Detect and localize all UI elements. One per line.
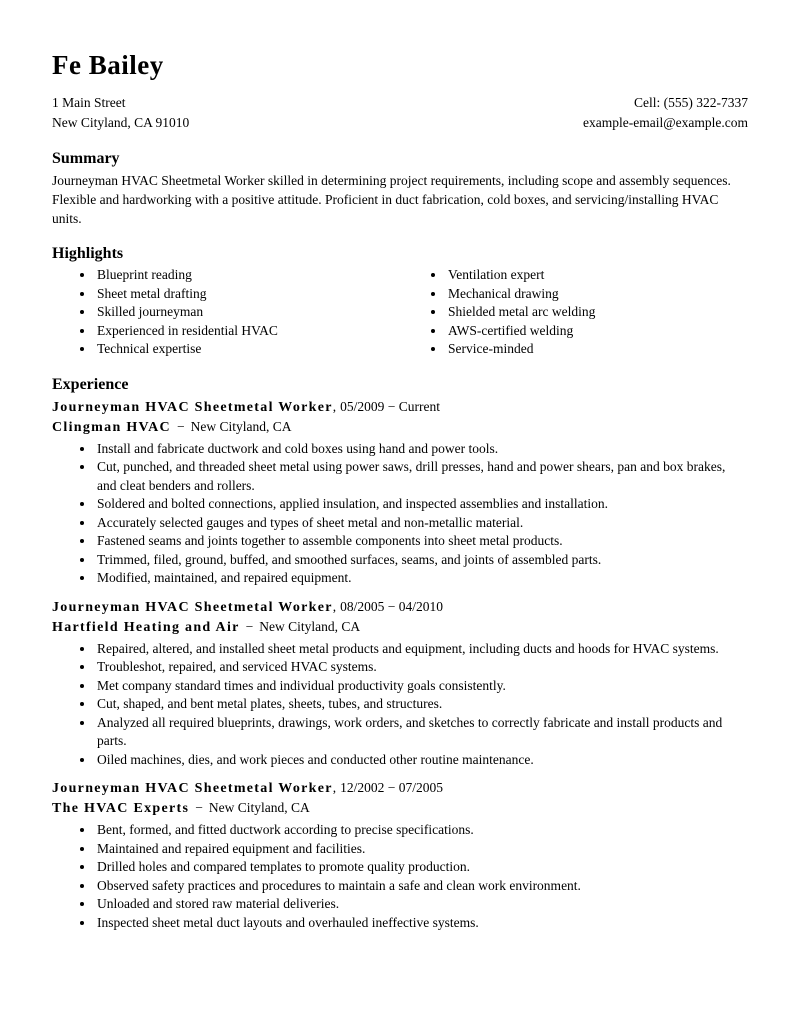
highlight-item: • Mechanical drawing xyxy=(446,285,748,304)
job-bullet-list xyxy=(52,440,748,588)
job-company-line xyxy=(52,417,748,437)
highlights-columns xyxy=(52,266,748,359)
job-bullet: • Analyzed all required blueprints, drawings, work orders, and sketches to correctly fabricate and install products and parts. xyxy=(95,714,748,751)
job-dates: 12/2002 − 07/2005 xyxy=(340,780,444,795)
experience-section xyxy=(52,376,748,933)
dash-separator: − xyxy=(245,618,254,634)
job-title-line xyxy=(52,778,748,798)
job-bullet: • Modified, maintained, and repaired equipment. xyxy=(95,569,748,588)
highlights-section xyxy=(52,245,748,359)
job-bullet: • Repaired, altered, and installed sheet metal products and equipment, including ducts and hoods for HVAC systems. xyxy=(95,640,748,659)
job-bullet: • Fastened seams and joints together to assemble components into sheet metal products. xyxy=(95,532,748,551)
highlights-column-1 xyxy=(52,266,425,359)
highlight-item: • Ventilation expert xyxy=(446,266,748,285)
job-bullet: • Unloaded and stored raw material deliveries. xyxy=(95,895,748,914)
address-line-2: New Cityland, CA 91010 xyxy=(52,115,190,130)
job-entry-2 xyxy=(52,597,748,770)
job-bullet: • Troubleshot, repaired, and serviced HVAC systems. xyxy=(95,658,748,677)
experience-heading: Experience xyxy=(52,375,129,393)
job-location: New Cityland, CA xyxy=(190,418,292,434)
address-line-1: 1 Main Street xyxy=(52,95,126,110)
job-title-line xyxy=(52,597,748,617)
resume-header xyxy=(52,50,748,133)
contact-address xyxy=(52,93,189,133)
highlight-item: • Experienced in residential HVAC xyxy=(95,322,425,341)
comma-separator: , xyxy=(332,398,337,414)
highlight-item: • Blueprint reading xyxy=(95,266,425,285)
highlights-column-2 xyxy=(425,266,748,359)
summary-text: Journeyman HVAC Sheetmetal Worker skilled in determining project requirements, including scope and assembly sequences. Flexible and hardworking with a positive attitude. Proficient in duct fabrication, cold boxes, and servicing/installing HVAC units. xyxy=(52,173,731,226)
job-location: New Cityland, CA xyxy=(259,618,361,634)
contact-block xyxy=(52,93,748,133)
job-company: The HVAC Experts xyxy=(52,801,190,816)
dash-separator: − xyxy=(195,800,203,815)
job-company-line xyxy=(52,798,748,818)
job-bullet: • Cut, shaped, and bent metal plates, sheets, tubes, and structures. xyxy=(95,695,748,714)
comma-separator: , xyxy=(332,780,337,795)
dash-separator: − xyxy=(176,418,185,434)
job-bullet: • Install and fabricate ductwork and cold boxes using hand and power tools. xyxy=(95,440,748,459)
comma-separator: , xyxy=(332,598,337,614)
job-entry-1 xyxy=(52,397,748,588)
job-bullet: • Soldered and bolted connections, applied insulation, and inspected assemblies and installation. xyxy=(95,495,748,514)
job-company: Hartfield Heating and Air xyxy=(52,619,240,635)
job-dates: 08/2005 − 04/2010 xyxy=(340,598,444,614)
email-address: example-email@example.com xyxy=(583,115,748,130)
job-entry-3 xyxy=(52,778,748,932)
job-location: New Cityland, CA xyxy=(208,800,310,815)
candidate-name: Fe Bailey xyxy=(52,50,164,80)
job-company: Clingman HVAC xyxy=(52,419,171,435)
job-bullet: • Bent, formed, and fitted ductwork according to precise specifications. xyxy=(95,821,748,840)
highlight-item: • Service-minded xyxy=(446,340,748,359)
job-bullet: • Observed safety practices and procedures to maintain a safe and clean work environment. xyxy=(95,877,748,896)
highlights-heading: Highlights xyxy=(52,245,124,262)
job-bullet: • Accurately selected gauges and types of sheet metal and non-metallic material. xyxy=(95,514,748,533)
job-title: Journeyman HVAC Sheetmetal Worker xyxy=(52,781,333,796)
job-bullet: • Inspected sheet metal duct layouts and overhauled ineffective systems. xyxy=(95,914,748,933)
contact-details xyxy=(583,93,748,133)
job-bullet: • Met company standard times and individual productivity goals consistently. xyxy=(95,677,748,696)
job-title: Journeyman HVAC Sheetmetal Worker xyxy=(52,399,333,415)
highlight-item: • Shielded metal arc welding xyxy=(446,303,748,322)
summary-section xyxy=(52,150,748,228)
highlight-item: • AWS-certified welding xyxy=(446,322,748,341)
job-bullet: • Maintained and repaired equipment and facilities. xyxy=(95,840,748,859)
job-bullet: • Drilled holes and compared templates to promote quality production. xyxy=(95,858,748,877)
cell-phone: Cell: (555) 322-7337 xyxy=(634,95,748,110)
job-bullet: • Cut, punched, and threaded sheet metal using power saws, drill presses, hand and power shears, pan and box brakes, and cleat benders and rollers. xyxy=(95,458,748,495)
job-title-line xyxy=(52,397,748,417)
highlight-item: • Skilled journeyman xyxy=(95,303,425,322)
job-dates: 05/2009 − Current xyxy=(340,398,440,414)
job-bullet: • Trimmed, filed, ground, buffed, and smoothed surfaces, seams, and joints of assembled parts. xyxy=(95,551,748,570)
job-bullet: • Oiled machines, dies, and work pieces and conducted other routine maintenance. xyxy=(95,751,748,770)
job-bullet-list xyxy=(52,821,748,932)
job-bullet-list xyxy=(52,640,748,770)
highlight-item: • Sheet metal drafting xyxy=(95,285,425,304)
job-title: Journeyman HVAC Sheetmetal Worker xyxy=(52,599,333,615)
highlight-item: • Technical expertise xyxy=(95,340,425,359)
summary-heading: Summary xyxy=(52,150,120,167)
job-company-line xyxy=(52,617,748,637)
